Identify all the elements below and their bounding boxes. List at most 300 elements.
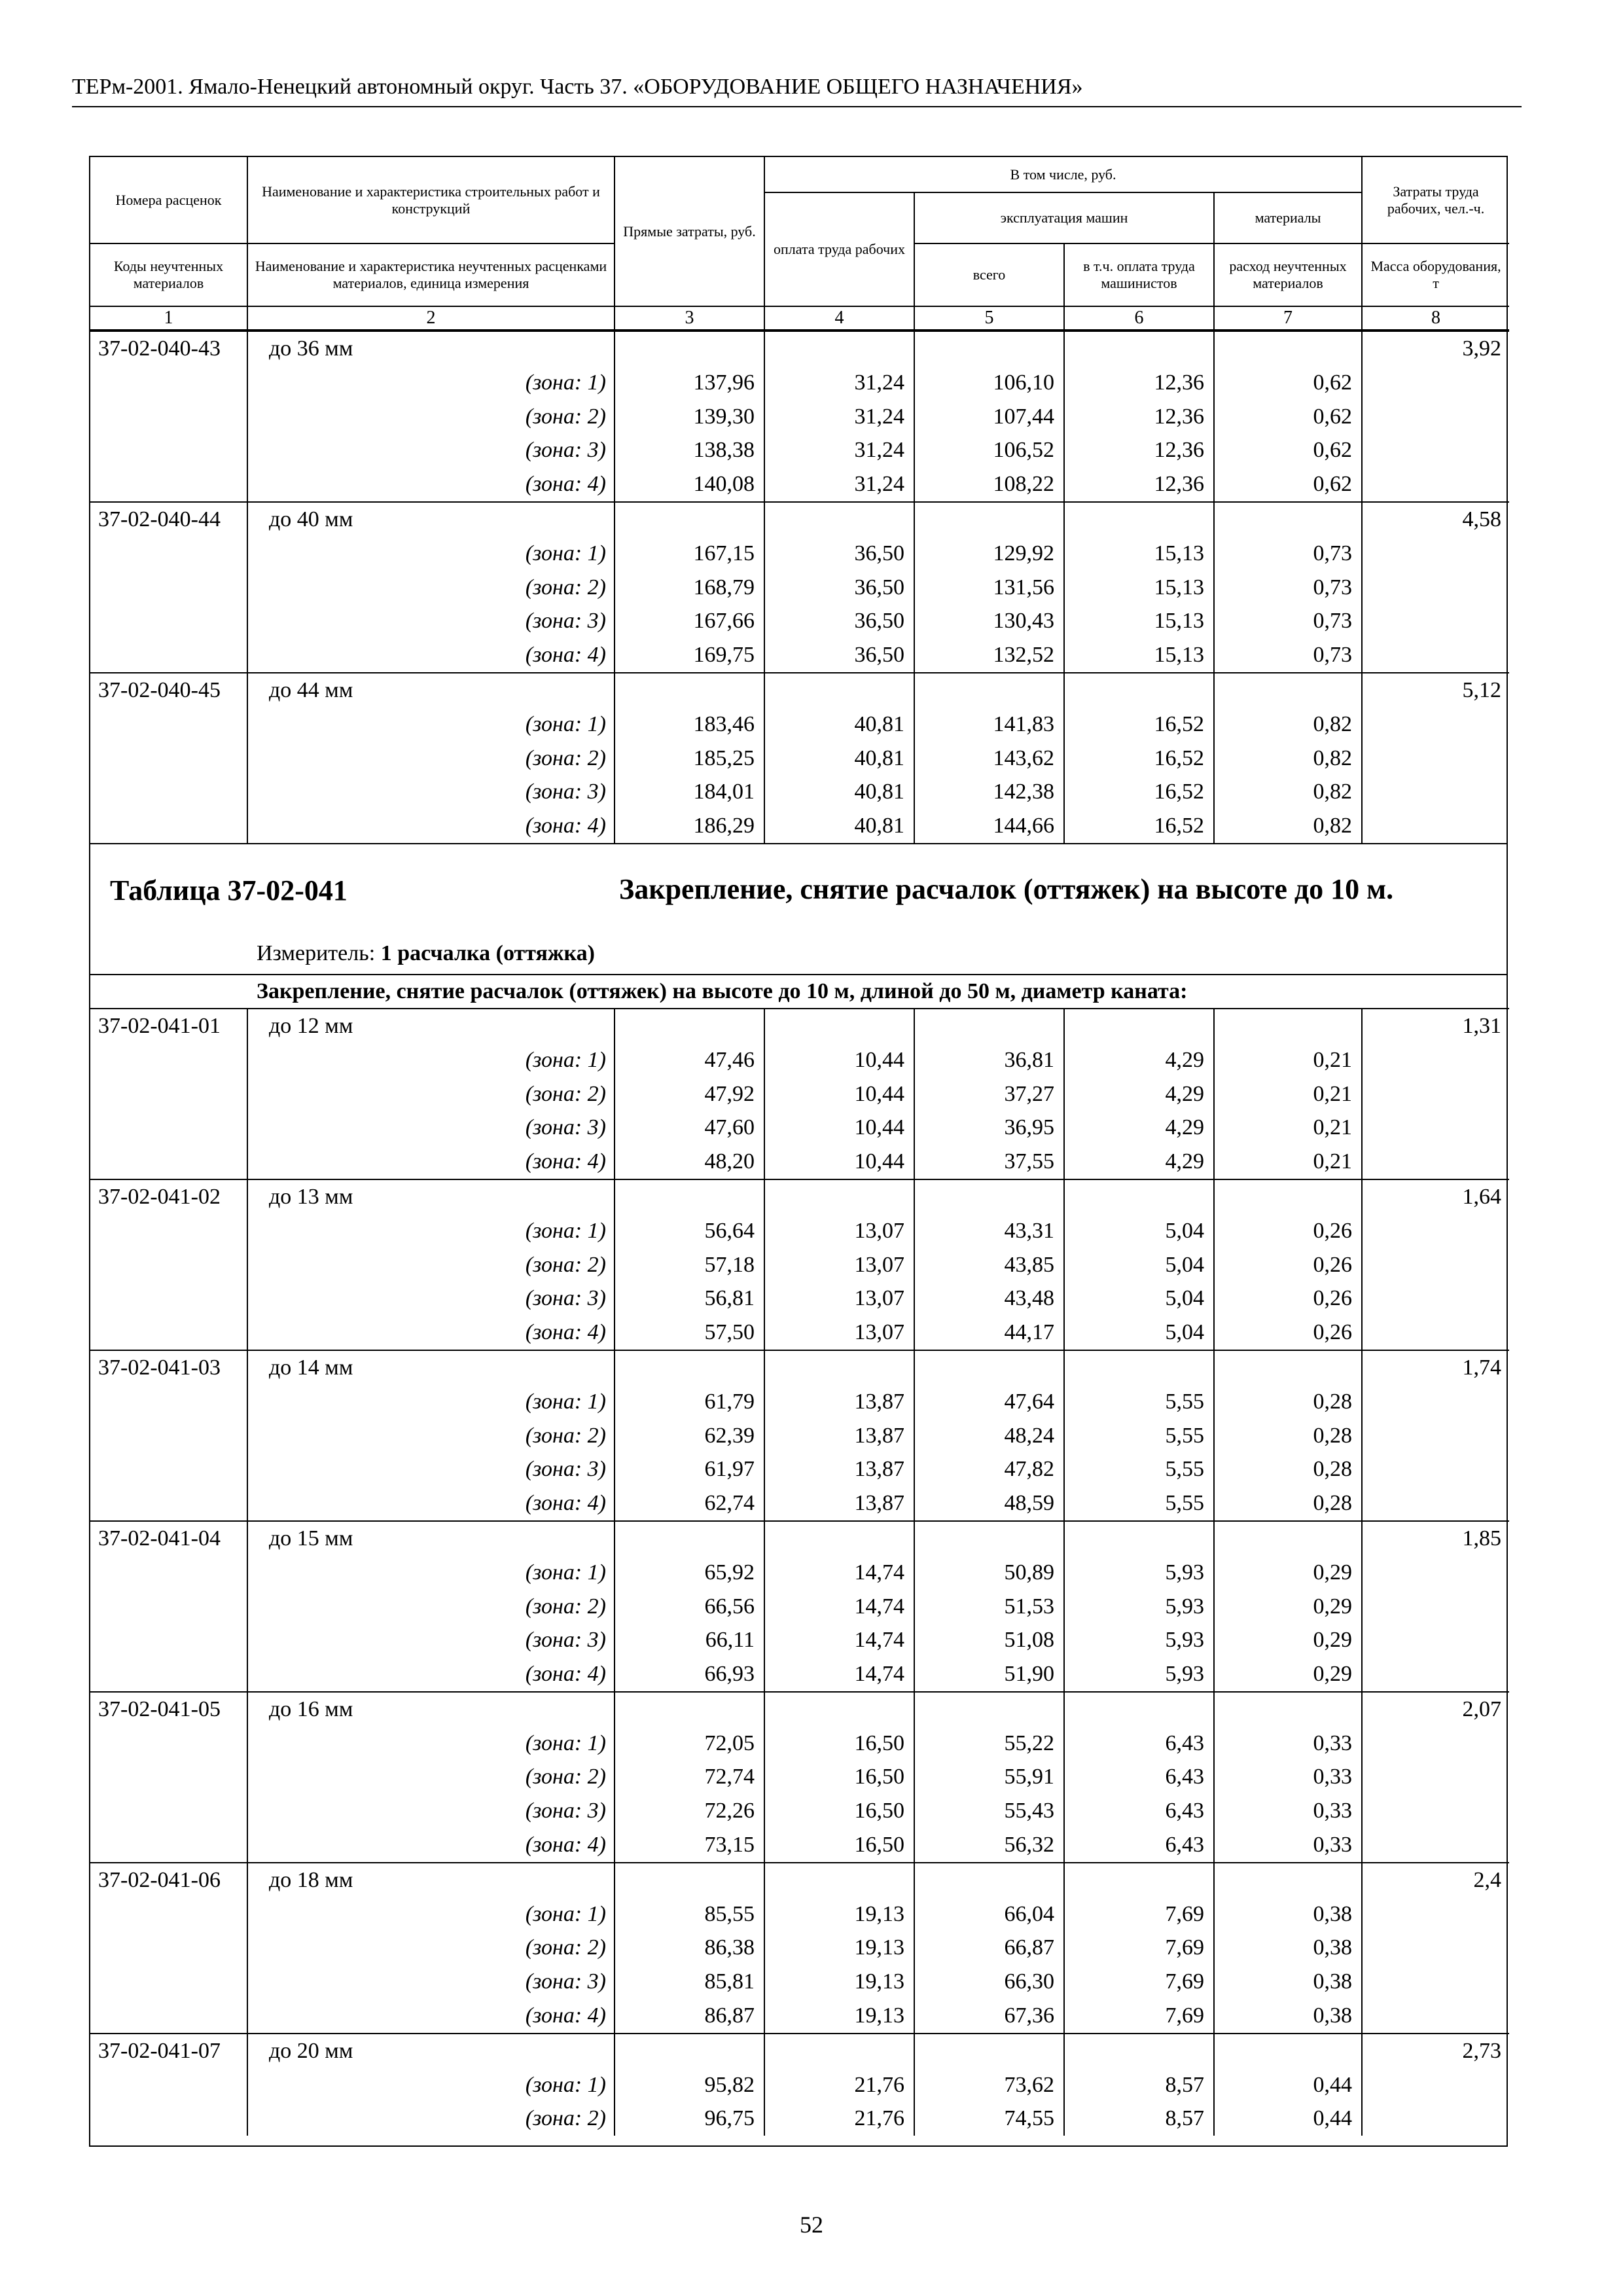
labor-cost: 1,85 [1362, 1521, 1509, 1556]
machinists-pay: 15,13 [1064, 571, 1214, 605]
empty-cell [1362, 2068, 1509, 2102]
direct-cost: 72,05 [615, 1727, 764, 1761]
machines-total: 48,24 [914, 1419, 1064, 1453]
section-description: Закрепление, снятие расчалок (оттяжек) на высоте до 10 м. [619, 872, 1394, 905]
labor-cost: 1,31 [1362, 1009, 1509, 1043]
direct-cost: 47,92 [615, 1077, 764, 1111]
unit-value: 1 расчалка (оттяжка) [380, 941, 595, 965]
machines-total: 129,92 [914, 537, 1064, 571]
empty-cell [615, 1692, 764, 1727]
zone-row [90, 1316, 1509, 1350]
machines-total: 47,64 [914, 1385, 1064, 1419]
empty-cell [1362, 1760, 1509, 1794]
empty-cell [90, 1999, 247, 2034]
empty-cell [1064, 1692, 1214, 1727]
table-header [90, 157, 1509, 331]
zone-row [90, 571, 1509, 605]
zone-label: (зона: 3) [247, 775, 615, 809]
machinists-pay: 5,04 [1064, 1214, 1214, 1248]
zone-row [90, 1486, 1509, 1521]
materials-cost: 0,62 [1214, 467, 1362, 502]
direct-cost: 62,39 [615, 1419, 764, 1453]
empty-cell [1362, 537, 1509, 571]
col-codes: Номера расценок [90, 157, 247, 243]
machinists-pay: 7,69 [1064, 1965, 1214, 1999]
materials-cost: 0,62 [1214, 400, 1362, 434]
labor-pay: 13,07 [764, 1214, 914, 1248]
labor-pay: 10,44 [764, 1145, 914, 1179]
labor-pay: 16,50 [764, 1760, 914, 1794]
col-unacc-materials: расход неучтенных материалов [1214, 243, 1362, 306]
zone-row [90, 1727, 1509, 1761]
direct-cost: 57,50 [615, 1316, 764, 1350]
labor-pay: 36,50 [764, 571, 914, 605]
direct-cost: 56,81 [615, 1282, 764, 1316]
labor-pay: 31,24 [764, 400, 914, 434]
col-num: 3 [615, 306, 764, 330]
empty-cell [1362, 1111, 1509, 1145]
machinists-pay: 4,29 [1064, 1043, 1214, 1077]
empty-cell [914, 2034, 1064, 2068]
machinists-pay: 8,57 [1064, 2102, 1214, 2136]
machines-total: 143,62 [914, 742, 1064, 776]
rate-code: 37-02-041-04 [90, 1521, 247, 1556]
zone-row [90, 400, 1509, 434]
empty-cell [90, 1828, 247, 1863]
zone-label: (зона: 4) [247, 1999, 615, 2034]
labor-pay: 10,44 [764, 1043, 914, 1077]
empty-cell [90, 1214, 247, 1248]
machinists-pay: 5,93 [1064, 1590, 1214, 1624]
direct-cost: 169,75 [615, 638, 764, 673]
empty-cell [1362, 604, 1509, 638]
empty-cell [615, 331, 764, 366]
machines-total: 47,82 [914, 1452, 1064, 1486]
machines-total: 43,48 [914, 1282, 1064, 1316]
zone-label: (зона: 3) [247, 604, 615, 638]
empty-cell [90, 1385, 247, 1419]
empty-cell [90, 1965, 247, 1999]
direct-cost: 85,55 [615, 1897, 764, 1931]
machines-total: 107,44 [914, 400, 1064, 434]
zone-label: (зона: 2) [247, 742, 615, 776]
empty-cell [1362, 1077, 1509, 1111]
rate-name: до 40 мм [247, 502, 615, 537]
empty-cell [1214, 502, 1362, 537]
empty-cell [1362, 1623, 1509, 1657]
labor-pay: 13,87 [764, 1419, 914, 1453]
machines-total: 130,43 [914, 604, 1064, 638]
zone-row [90, 1385, 1509, 1419]
empty-cell [90, 775, 247, 809]
empty-cell [764, 1692, 914, 1727]
col-machinists: в т.ч. оплата труда машинистов [1064, 243, 1214, 306]
zone-row [90, 1452, 1509, 1486]
zone-label: (зона: 3) [247, 1111, 615, 1145]
machines-total: 67,36 [914, 1999, 1064, 2034]
empty-cell [90, 433, 247, 467]
machines-total: 36,81 [914, 1043, 1064, 1077]
column-numbers [90, 306, 1509, 330]
empty-cell [1362, 1727, 1509, 1761]
machines-total: 73,62 [914, 2068, 1064, 2102]
zone-label: (зона: 2) [247, 571, 615, 605]
empty-cell [1214, 331, 1362, 366]
labor-pay: 19,13 [764, 1897, 914, 1931]
direct-cost: 140,08 [615, 467, 764, 502]
empty-cell [914, 502, 1064, 537]
rate-group-row [90, 1350, 1509, 1385]
zone-row [90, 1248, 1509, 1282]
machines-total: 55,43 [914, 1794, 1064, 1828]
machinists-pay: 4,29 [1064, 1145, 1214, 1179]
machinists-pay: 12,36 [1064, 366, 1214, 400]
direct-cost: 62,74 [615, 1486, 764, 1521]
labor-pay: 40,81 [764, 775, 914, 809]
zone-row [90, 1077, 1509, 1111]
empty-cell [1362, 1794, 1509, 1828]
empty-cell [1064, 1009, 1214, 1043]
empty-cell [90, 1145, 247, 1179]
col-num: 2 [247, 306, 615, 330]
empty-cell [764, 1009, 914, 1043]
zone-label: (зона: 1) [247, 1043, 615, 1077]
materials-cost: 0,44 [1214, 2068, 1362, 2102]
machinists-pay: 7,69 [1064, 1897, 1214, 1931]
empty-cell [90, 537, 247, 571]
zone-label: (зона: 1) [247, 1556, 615, 1590]
materials-cost: 0,21 [1214, 1043, 1362, 1077]
materials-cost: 0,82 [1214, 708, 1362, 742]
labor-pay: 36,50 [764, 638, 914, 673]
machines-total: 50,89 [914, 1556, 1064, 1590]
col-num: 1 [90, 306, 247, 330]
labor-pay: 13,07 [764, 1316, 914, 1350]
col-num: 8 [1362, 306, 1509, 330]
direct-cost: 85,81 [615, 1965, 764, 1999]
empty-cell [1362, 1385, 1509, 1419]
zone-row [90, 742, 1509, 776]
machines-total: 55,91 [914, 1760, 1064, 1794]
zone-label: (зона: 1) [247, 2068, 615, 2102]
empty-cell [1214, 1350, 1362, 1385]
empty-cell [1362, 1931, 1509, 1965]
materials-cost: 0,21 [1214, 1145, 1362, 1179]
machines-total: 36,95 [914, 1111, 1064, 1145]
materials-cost: 0,73 [1214, 604, 1362, 638]
empty-cell [90, 2102, 247, 2136]
machinists-pay: 6,43 [1064, 1760, 1214, 1794]
empty-cell [1362, 2102, 1509, 2136]
empty-cell [1214, 1521, 1362, 1556]
col-labor-cost: Затраты труда рабочих, чел.-ч. [1362, 157, 1509, 243]
empty-cell [1362, 742, 1509, 776]
rates-body-a [90, 331, 1509, 843]
materials-cost: 0,38 [1214, 1931, 1362, 1965]
direct-cost: 56,64 [615, 1214, 764, 1248]
rate-name: до 16 мм [247, 1692, 615, 1727]
materials-cost: 0,38 [1214, 1999, 1362, 2034]
direct-cost: 66,93 [615, 1657, 764, 1692]
machinists-pay: 5,93 [1064, 1556, 1214, 1590]
labor-pay: 13,07 [764, 1248, 914, 1282]
empty-cell [1064, 673, 1214, 708]
empty-cell [615, 1521, 764, 1556]
machines-total: 51,08 [914, 1623, 1064, 1657]
empty-cell [615, 1009, 764, 1043]
empty-cell [90, 1452, 247, 1486]
machines-total: 66,30 [914, 1965, 1064, 1999]
materials-cost: 0,29 [1214, 1590, 1362, 1624]
zone-row [90, 638, 1509, 673]
labor-pay: 31,24 [764, 366, 914, 400]
zone-label: (зона: 1) [247, 366, 615, 400]
empty-cell [615, 1863, 764, 1897]
direct-cost: 167,66 [615, 604, 764, 638]
zone-label: (зона: 1) [247, 1897, 615, 1931]
zone-row [90, 1419, 1509, 1453]
machinists-pay: 6,43 [1064, 1828, 1214, 1863]
empty-cell [615, 673, 764, 708]
labor-pay: 13,07 [764, 1282, 914, 1316]
zone-label: (зона: 3) [247, 1794, 615, 1828]
rate-name: до 18 мм [247, 1863, 615, 1897]
page-number: 52 [800, 2212, 823, 2238]
direct-cost: 66,56 [615, 1590, 764, 1624]
machinists-pay: 5,55 [1064, 1452, 1214, 1486]
zone-label: (зона: 4) [247, 1828, 615, 1863]
zone-row [90, 1794, 1509, 1828]
machines-total: 132,52 [914, 638, 1064, 673]
materials-cost: 0,29 [1214, 1556, 1362, 1590]
zone-row [90, 1623, 1509, 1657]
empty-cell [1064, 2034, 1214, 2068]
machinists-pay: 7,69 [1064, 1931, 1214, 1965]
empty-cell [1362, 809, 1509, 843]
zone-label: (зона: 4) [247, 467, 615, 502]
empty-cell [764, 331, 914, 366]
zone-label: (зона: 3) [247, 1965, 615, 1999]
direct-cost: 139,30 [615, 400, 764, 434]
zone-label: (зона: 3) [247, 1282, 615, 1316]
empty-cell [90, 1623, 247, 1657]
zone-row [90, 1828, 1509, 1863]
empty-cell [1362, 1486, 1509, 1521]
empty-cell [914, 673, 1064, 708]
empty-cell [1362, 708, 1509, 742]
empty-cell [1362, 400, 1509, 434]
empty-cell [764, 2034, 914, 2068]
machinists-pay: 5,55 [1064, 1419, 1214, 1453]
machines-total: 37,27 [914, 1077, 1064, 1111]
materials-cost: 0,33 [1214, 1794, 1362, 1828]
direct-cost: 95,82 [615, 2068, 764, 2102]
empty-cell [1214, 673, 1362, 708]
empty-cell [90, 604, 247, 638]
zone-row [90, 1111, 1509, 1145]
labor-pay: 14,74 [764, 1623, 914, 1657]
materials-cost: 0,28 [1214, 1419, 1362, 1453]
direct-cost: 186,29 [615, 809, 764, 843]
rate-code: 37-02-040-45 [90, 673, 247, 708]
labor-pay: 40,81 [764, 708, 914, 742]
empty-cell [90, 571, 247, 605]
machinists-pay: 5,93 [1064, 1657, 1214, 1692]
zone-row [90, 1556, 1509, 1590]
zone-label: (зона: 4) [247, 1657, 615, 1692]
section-title: Таблица 37-02-041 [110, 874, 348, 906]
section-subheading: Закрепление, снятие расчалок (оттяжек) на высоте до 10 м, длиной до 50 м, диаметр каната: [90, 974, 1507, 1008]
zone-label: (зона: 4) [247, 638, 615, 673]
zone-row [90, 708, 1509, 742]
col-name: Наименование и характеристика строительных работ и конструкций [247, 157, 615, 243]
empty-cell [1362, 467, 1509, 502]
col-name2: Наименование и характеристика неучтенных расценками материалов, единица измерения [247, 243, 615, 306]
rate-code: 37-02-041-01 [90, 1009, 247, 1043]
empty-cell [90, 742, 247, 776]
rate-name: до 36 мм [247, 331, 615, 366]
materials-cost: 0,21 [1214, 1111, 1362, 1145]
labor-pay: 10,44 [764, 1111, 914, 1145]
zone-label: (зона: 2) [247, 400, 615, 434]
rate-group-row [90, 1692, 1509, 1727]
col-direct: Прямые затраты, руб. [615, 157, 764, 306]
col-num: 4 [764, 306, 914, 330]
empty-cell [90, 638, 247, 673]
materials-cost: 0,33 [1214, 1828, 1362, 1863]
machinists-pay: 5,04 [1064, 1316, 1214, 1350]
rate-group-row [90, 673, 1509, 708]
col-machines: эксплуатация машин [914, 192, 1214, 243]
labor-pay: 19,13 [764, 1931, 914, 1965]
empty-cell [1214, 1009, 1362, 1043]
empty-cell [90, 1077, 247, 1111]
empty-cell [90, 1486, 247, 1521]
empty-cell [1362, 1590, 1509, 1624]
empty-cell [615, 1179, 764, 1214]
labor-cost: 1,64 [1362, 1179, 1509, 1214]
machinists-pay: 4,29 [1064, 1111, 1214, 1145]
zone-row [90, 537, 1509, 571]
rate-group-row [90, 1863, 1509, 1897]
empty-cell [764, 1179, 914, 1214]
labor-pay: 10,44 [764, 1077, 914, 1111]
machines-total: 43,85 [914, 1248, 1064, 1282]
zone-label: (зона: 3) [247, 1452, 615, 1486]
direct-cost: 184,01 [615, 775, 764, 809]
machinists-pay: 5,55 [1064, 1486, 1214, 1521]
col-including: В том числе, руб. [764, 157, 1362, 192]
labor-cost: 2,73 [1362, 2034, 1509, 2068]
labor-pay: 21,76 [764, 2068, 914, 2102]
empty-cell [90, 708, 247, 742]
table-section [90, 843, 1507, 974]
labor-pay: 19,13 [764, 1999, 914, 2034]
col-materials: материалы [1214, 192, 1362, 243]
empty-cell [1362, 1828, 1509, 1863]
empty-cell [764, 1863, 914, 1897]
machines-total: 43,31 [914, 1214, 1064, 1248]
materials-cost: 0,82 [1214, 742, 1362, 776]
direct-cost: 48,20 [615, 1145, 764, 1179]
empty-cell [1064, 1350, 1214, 1385]
empty-cell [90, 467, 247, 502]
labor-pay: 16,50 [764, 1828, 914, 1863]
materials-cost: 0,29 [1214, 1623, 1362, 1657]
rate-name: до 14 мм [247, 1350, 615, 1385]
machines-total: 106,10 [914, 366, 1064, 400]
machines-total: 106,52 [914, 433, 1064, 467]
empty-cell [1362, 1999, 1509, 2034]
zone-label: (зона: 3) [247, 433, 615, 467]
direct-cost: 86,87 [615, 1999, 764, 2034]
direct-cost: 96,75 [615, 2102, 764, 2136]
empty-cell [1362, 366, 1509, 400]
col-codes2: Коды неучтенных материалов [90, 243, 247, 306]
zone-row [90, 2068, 1509, 2102]
rate-code: 37-02-041-03 [90, 1350, 247, 1385]
rate-name: до 20 мм [247, 2034, 615, 2068]
direct-cost: 65,92 [615, 1556, 764, 1590]
labor-cost: 5,12 [1362, 673, 1509, 708]
zone-label: (зона: 4) [247, 1486, 615, 1521]
zone-row [90, 1999, 1509, 2034]
empty-cell [1362, 1965, 1509, 1999]
zone-label: (зона: 1) [247, 1385, 615, 1419]
direct-cost: 47,60 [615, 1111, 764, 1145]
direct-cost: 72,74 [615, 1760, 764, 1794]
machinists-pay: 16,52 [1064, 809, 1214, 843]
zone-row [90, 433, 1509, 467]
materials-cost: 0,28 [1214, 1486, 1362, 1521]
direct-cost: 57,18 [615, 1248, 764, 1282]
machines-total: 142,38 [914, 775, 1064, 809]
empty-cell [90, 1931, 247, 1965]
machinists-pay: 6,43 [1064, 1727, 1214, 1761]
zone-row [90, 1282, 1509, 1316]
empty-cell [1362, 1043, 1509, 1077]
machines-total: 141,83 [914, 708, 1064, 742]
empty-cell [914, 1692, 1064, 1727]
labor-pay: 13,87 [764, 1486, 914, 1521]
direct-cost: 73,15 [615, 1828, 764, 1863]
col-machines-total: всего [914, 243, 1064, 306]
rate-group-row [90, 1521, 1509, 1556]
labor-pay: 31,24 [764, 433, 914, 467]
materials-cost: 0,82 [1214, 809, 1362, 843]
zone-row [90, 1043, 1509, 1077]
rate-name: до 13 мм [247, 1179, 615, 1214]
empty-cell [90, 1111, 247, 1145]
rate-name: до 12 мм [247, 1009, 615, 1043]
machinists-pay: 16,52 [1064, 742, 1214, 776]
empty-cell [1362, 1282, 1509, 1316]
empty-cell [90, 1727, 247, 1761]
direct-cost: 138,38 [615, 433, 764, 467]
zone-label: (зона: 3) [247, 1623, 615, 1657]
empty-cell [1064, 1863, 1214, 1897]
machinists-pay: 12,36 [1064, 433, 1214, 467]
direct-cost: 168,79 [615, 571, 764, 605]
rate-group-row [90, 502, 1509, 537]
empty-cell [764, 502, 914, 537]
materials-cost: 0,29 [1214, 1657, 1362, 1692]
machinists-pay: 6,43 [1064, 1794, 1214, 1828]
rate-code: 37-02-041-06 [90, 1863, 247, 1897]
zone-label: (зона: 1) [247, 708, 615, 742]
empty-cell [1362, 1316, 1509, 1350]
zone-label: (зона: 4) [247, 1145, 615, 1179]
